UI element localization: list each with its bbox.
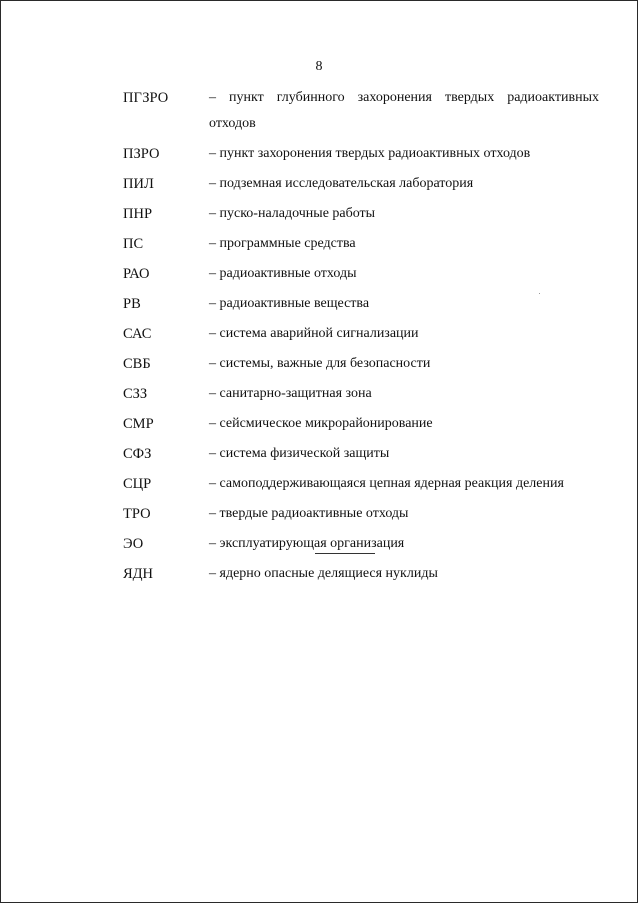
abbreviation-definition: – самоподдерживающаяся цепная ядерная реакция деления	[209, 476, 564, 491]
abbreviation-row	[123, 325, 599, 347]
abbreviation-definition: – пуско-наладочные работы	[209, 206, 376, 221]
abbreviation-row	[123, 235, 599, 257]
abbreviation-definition: – ядерно опасные делящиеся нуклиды	[209, 566, 438, 581]
abbreviation-row	[123, 265, 599, 287]
abbreviation-definition: – системы, важные для безопасности	[209, 356, 431, 371]
abbreviation-row	[123, 145, 599, 167]
abbreviation-definition: – система физической защиты	[209, 446, 390, 461]
abbreviation-term: СЦР	[123, 476, 152, 492]
abbreviation-term: СФЗ	[123, 446, 152, 462]
abbreviation-definition: – санитарно-защитная зона	[209, 386, 372, 401]
abbreviation-definition: – пункт захоронения твердых радиоактивных отходов	[209, 146, 531, 161]
abbreviation-term: ТРО	[123, 506, 151, 522]
abbreviation-definition: – радиоактивные отходы	[209, 266, 357, 281]
abbreviation-definition: – подземная исследовательская лаборатория	[209, 176, 474, 191]
abbreviation-definition: – программные средства	[209, 236, 356, 251]
closing-rule	[315, 553, 375, 554]
page-number: 8	[315, 59, 323, 74]
abbreviation-term: ПНР	[123, 206, 153, 222]
abbreviation-definition: – эксплуатирующая организация	[209, 536, 405, 551]
abbreviation-row	[123, 89, 599, 137]
abbreviation-term: ПЗРО	[123, 146, 160, 162]
abbreviation-definition: – сейсмическое микрорайонирование	[209, 416, 433, 431]
abbreviation-row	[123, 475, 599, 497]
abbreviation-row	[123, 295, 599, 317]
abbreviation-term: СМР	[123, 416, 154, 432]
scan-speck	[539, 293, 540, 294]
abbreviation-row	[123, 385, 599, 407]
abbreviation-row	[123, 355, 599, 377]
abbreviation-definition: – твердые радиоактивные отходы	[209, 506, 409, 521]
abbreviation-term: ЭО	[123, 536, 144, 552]
abbreviation-term: РАО	[123, 266, 150, 282]
abbreviation-row	[123, 565, 599, 587]
abbreviation-list	[123, 89, 599, 595]
abbreviation-term: ПИЛ	[123, 176, 154, 192]
abbreviation-row	[123, 505, 599, 527]
abbreviation-term: ЯДН	[123, 566, 154, 582]
abbreviation-term: СВБ	[123, 356, 151, 372]
abbreviation-term: СЗЗ	[123, 386, 148, 402]
abbreviation-row	[123, 415, 599, 437]
abbreviation-term: ПГЗРО	[123, 90, 169, 106]
abbreviation-row	[123, 205, 599, 227]
abbreviation-term: РВ	[123, 296, 141, 312]
abbreviation-definition: – пункт глубинного захоронения твердых радиоактивных отходов	[209, 90, 599, 131]
abbreviation-definition: – система аварийной сигнализации	[209, 326, 419, 341]
abbreviation-row	[123, 445, 599, 467]
abbreviation-term: САС	[123, 326, 152, 342]
abbreviation-definition: – радиоактивные вещества	[209, 296, 370, 311]
abbreviation-term: ПС	[123, 236, 144, 252]
abbreviation-row	[123, 175, 599, 197]
